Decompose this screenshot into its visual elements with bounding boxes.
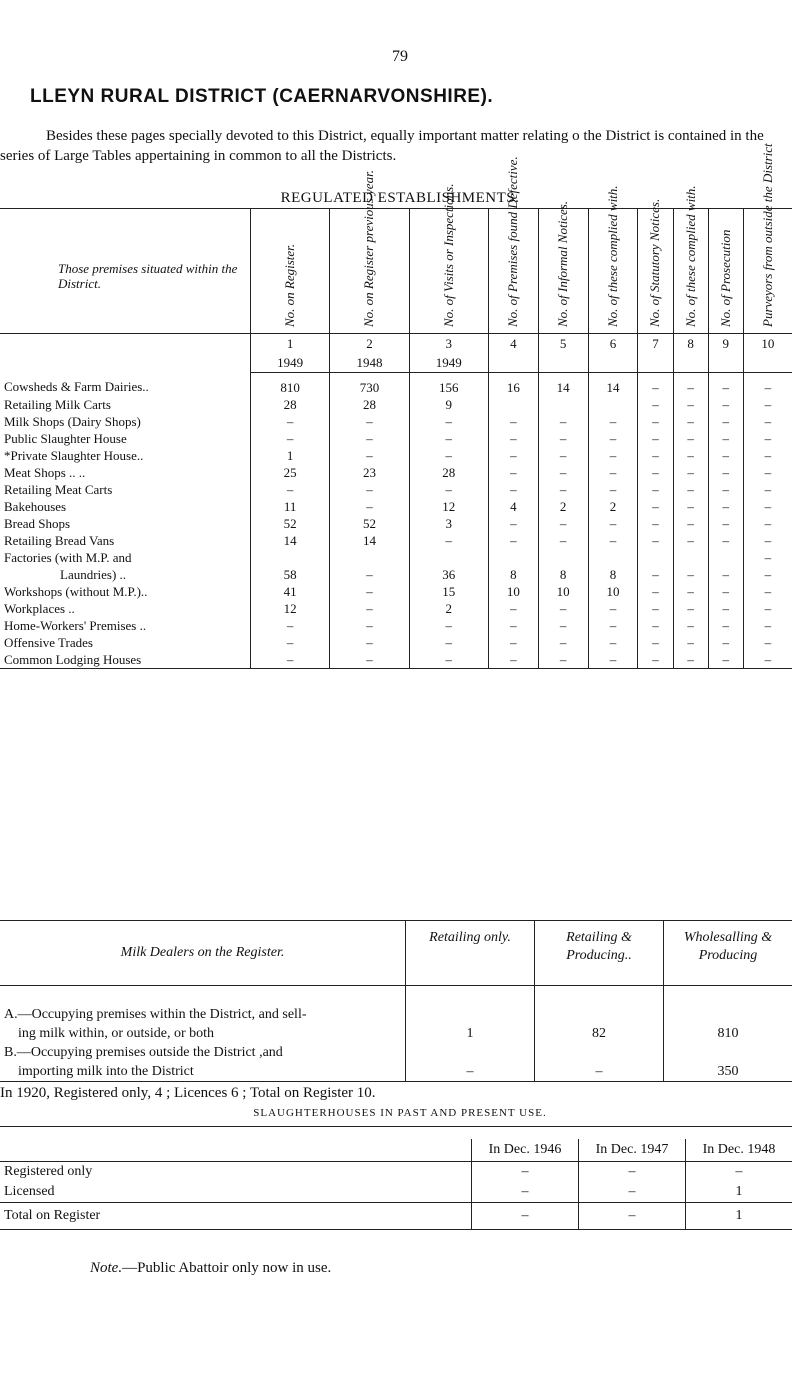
cell: – (743, 651, 792, 669)
row-label: Offensive Trades (4, 634, 93, 650)
cell: 14 (588, 373, 638, 397)
col-number: 7 (638, 334, 673, 355)
cell: – (538, 481, 588, 498)
cell: – (538, 600, 588, 617)
section-heading: REGULATED ESTABLISHMENTS. (280, 190, 520, 206)
row-label: Meat Shops .. .. (4, 464, 86, 480)
cell: 8 (588, 566, 638, 583)
cell: – (673, 532, 708, 549)
cell: – (330, 651, 409, 669)
cell: – (708, 583, 743, 600)
cell: – (638, 396, 673, 413)
cell: – (743, 430, 792, 447)
milk-dealers-table (0, 920, 792, 1082)
cell: – (251, 634, 330, 651)
cell: – (708, 515, 743, 532)
slaughter-total-cell: – (472, 1203, 579, 1230)
cell: – (708, 617, 743, 634)
cell: 10 (538, 583, 588, 600)
milk-row-b-line2: importing milk into the District (0, 1062, 406, 1082)
cell: – (708, 634, 743, 651)
cell: – (330, 600, 409, 617)
cell: – (251, 481, 330, 498)
cell: – (251, 413, 330, 430)
col-number: 9 (708, 334, 743, 355)
year-cell: 1949 (251, 354, 330, 373)
slaughterhouses-table (0, 1139, 792, 1230)
cell: – (538, 430, 588, 447)
cell (538, 549, 588, 566)
slaughter-cell: – (579, 1182, 686, 1203)
milk-cell: 1 (406, 1024, 535, 1043)
cell (488, 396, 538, 413)
cell: – (588, 634, 638, 651)
col-number: 4 (488, 334, 538, 355)
cell: 41 (251, 583, 330, 600)
cell: – (488, 651, 538, 669)
cell: – (251, 430, 330, 447)
footnote-label: Note. (90, 1260, 123, 1276)
cell: – (673, 464, 708, 481)
intro-text: Besides these pages specially devoted to this District, equally important matter relating o the District is contained in the series of Large Tables appertaining in common to all the Districts. (0, 128, 764, 164)
milk-row-a-line1: A.—Occupying premises within the District, and sell- (4, 1006, 307, 1022)
row-label: Bakehouses (4, 498, 67, 514)
year-cell: 1948 (330, 354, 409, 373)
slaughter-cell: – (472, 1162, 579, 1183)
cell (251, 549, 330, 566)
cell: – (538, 532, 588, 549)
cell (488, 549, 538, 566)
cell: – (638, 515, 673, 532)
slaughter-cell: – (579, 1162, 686, 1183)
divider (0, 1126, 792, 1127)
col-header-10: Purveyors from outside the District (743, 209, 792, 334)
cell: – (708, 464, 743, 481)
cell: – (673, 651, 708, 669)
cell (538, 396, 588, 413)
cell: – (538, 651, 588, 669)
cell: – (588, 651, 638, 669)
milk-cell: – (535, 1062, 664, 1082)
cell: – (588, 600, 638, 617)
slaughter-cell: – (686, 1162, 793, 1183)
slaughter-cell: 1 (686, 1182, 793, 1203)
cell: 25 (251, 464, 330, 481)
cell: – (743, 464, 792, 481)
cell: – (488, 515, 538, 532)
milk-cell: 350 (664, 1062, 793, 1082)
cell: – (409, 651, 488, 669)
cell: 730 (330, 373, 409, 397)
milk-col-header: Retailing & Producing.. (535, 921, 664, 986)
cell: 8 (538, 566, 588, 583)
cell: – (743, 498, 792, 515)
cell (409, 549, 488, 566)
footnote (90, 1260, 331, 1277)
row-label: Laundries) .. (60, 566, 127, 582)
cell: – (538, 447, 588, 464)
cell: – (673, 396, 708, 413)
cell: – (708, 532, 743, 549)
cell: – (673, 481, 708, 498)
cell: 12 (409, 498, 488, 515)
page-number: 79 (392, 48, 408, 65)
cell: – (638, 600, 673, 617)
col-number: 6 (588, 334, 638, 355)
row-label: Retailing Bread Vans (4, 532, 115, 548)
cell: – (330, 498, 409, 515)
cell: 810 (251, 373, 330, 397)
cell: 12 (251, 600, 330, 617)
year-cell: 1949 (409, 354, 488, 373)
cell: – (488, 634, 538, 651)
cell: – (743, 481, 792, 498)
cell: – (708, 498, 743, 515)
cell: – (588, 617, 638, 634)
cell: – (538, 464, 588, 481)
cell: – (588, 464, 638, 481)
slaughter-total-label: Total on Register (0, 1203, 472, 1230)
slaughter-total-cell: – (579, 1203, 686, 1230)
cell: – (708, 600, 743, 617)
cell: 8 (488, 566, 538, 583)
cell: – (588, 481, 638, 498)
cell: 36 (409, 566, 488, 583)
cell: 10 (588, 583, 638, 600)
row-label: *Private Slaughter House.. (4, 447, 144, 463)
cell: – (409, 413, 488, 430)
cell: 10 (488, 583, 538, 600)
row-label: Workshops (without M.P.).. (4, 583, 148, 599)
cell (588, 549, 638, 566)
cell: – (743, 634, 792, 651)
col-header-4: No. of Premises found Defective. (488, 209, 538, 334)
col-header-1: No. on Register. (251, 209, 330, 334)
row-label: Public Slaughter House (4, 430, 127, 446)
cell: – (638, 583, 673, 600)
cell: 14 (538, 373, 588, 397)
col-number: 5 (538, 334, 588, 355)
premises-header: Those premises situated within the District. (0, 209, 251, 334)
cell: – (638, 447, 673, 464)
cell: – (330, 481, 409, 498)
cell: – (673, 600, 708, 617)
cell: – (488, 413, 538, 430)
cell: – (409, 430, 488, 447)
col-header-8: No. of these complied with. (673, 209, 708, 334)
cell: – (488, 600, 538, 617)
cell: – (638, 651, 673, 669)
col-header-6: No. of these complied with. (588, 209, 638, 334)
page-title: LLEYN RURAL DISTRICT (CAERNARVONSHIRE). (30, 86, 494, 107)
intro-paragraph (0, 126, 790, 166)
cell: – (743, 396, 792, 413)
cell: – (330, 566, 409, 583)
col-header-5: No. of Informal Notices. (538, 209, 588, 334)
cell: – (673, 617, 708, 634)
cell: – (330, 413, 409, 430)
cell: – (538, 413, 588, 430)
slaughter-row-label: Licensed (0, 1182, 472, 1203)
cell: – (673, 566, 708, 583)
cell: – (743, 566, 792, 583)
cell: 58 (251, 566, 330, 583)
cell: 52 (330, 515, 409, 532)
cell: – (488, 447, 538, 464)
cell: 2 (409, 600, 488, 617)
cell: – (251, 651, 330, 669)
cell: – (743, 373, 792, 397)
cell: – (743, 515, 792, 532)
cell: – (638, 373, 673, 397)
cell: 16 (488, 373, 538, 397)
cell: – (708, 481, 743, 498)
cell: 9 (409, 396, 488, 413)
cell (708, 549, 743, 566)
cell: – (743, 617, 792, 634)
slaughter-col-header: In Dec. 1948 (686, 1139, 793, 1162)
cell (588, 396, 638, 413)
cell: – (638, 634, 673, 651)
cell: 28 (409, 464, 488, 481)
col-number: 3 (409, 334, 488, 355)
slaughterhouses-heading: SLAUGHTERHOUSES IN PAST AND PRESENT USE. (253, 1107, 547, 1119)
cell: – (488, 464, 538, 481)
cell: – (708, 447, 743, 464)
cell: 11 (251, 498, 330, 515)
cell: 2 (588, 498, 638, 515)
cell (673, 549, 708, 566)
cell: – (708, 430, 743, 447)
cell: – (538, 634, 588, 651)
row-label: Common Lodging Houses (0, 651, 251, 669)
cell: – (638, 464, 673, 481)
cell: – (708, 396, 743, 413)
cell: – (743, 600, 792, 617)
cell: – (638, 617, 673, 634)
milk-cell: 82 (535, 1024, 664, 1043)
cell: 2 (538, 498, 588, 515)
row-label: Retailing Meat Carts (4, 481, 113, 497)
cell: – (673, 373, 708, 397)
cell: – (330, 634, 409, 651)
cell: – (708, 413, 743, 430)
row-label: Milk Shops (Dairy Shops) (4, 413, 141, 429)
registration-note: In 1920, Registered only, 4 ; Licences 6 ; Total on Register 10. (0, 1085, 376, 1101)
cell: – (251, 617, 330, 634)
col-number: 8 (673, 334, 708, 355)
cell: 28 (251, 396, 330, 413)
cell: – (588, 447, 638, 464)
cell: – (538, 617, 588, 634)
row-label: Home-Workers' Premises .. (4, 617, 147, 633)
cell: – (409, 634, 488, 651)
cell (330, 549, 409, 566)
cell: – (330, 583, 409, 600)
milk-dealers-header: Milk Dealers on the Register. (0, 921, 406, 986)
cell: – (588, 430, 638, 447)
cell: – (708, 373, 743, 397)
cell: – (673, 447, 708, 464)
cell: – (330, 447, 409, 464)
cell: – (588, 515, 638, 532)
slaughter-cell: – (472, 1182, 579, 1203)
cell: – (743, 447, 792, 464)
cell: – (673, 498, 708, 515)
row-label: Cowsheds & Farm Dairies.. (4, 379, 149, 395)
milk-row-a-line2: ing milk within, or outside, or both (18, 1025, 214, 1041)
cell: 156 (409, 373, 488, 397)
col-number: 10 (743, 334, 792, 355)
cell: – (588, 413, 638, 430)
cell: – (673, 430, 708, 447)
row-label: Retailing Milk Carts (4, 396, 111, 412)
cell: – (743, 532, 792, 549)
cell: – (638, 566, 673, 583)
cell: – (708, 566, 743, 583)
cell: – (330, 617, 409, 634)
cell: – (673, 413, 708, 430)
cell: – (488, 481, 538, 498)
col-header-7: No. of Statutory Notices. (638, 209, 673, 334)
footnote-text: —Public Abattoir only now in use. (122, 1260, 332, 1276)
cell: – (708, 651, 743, 669)
cell: – (638, 532, 673, 549)
cell: – (488, 617, 538, 634)
cell: – (330, 430, 409, 447)
milk-row-b-line1: B.—Occupying premises outside the District ,and (4, 1044, 283, 1060)
cell: – (409, 617, 488, 634)
row-label: Bread Shops (4, 515, 71, 531)
row-label: Workplaces .. (4, 600, 75, 616)
col-header-3: No. of Visits or Inspections. (409, 209, 488, 334)
cell: – (638, 413, 673, 430)
milk-col-header: Retailing only. (406, 921, 535, 986)
milk-cell: 810 (664, 1024, 793, 1043)
cell: – (409, 481, 488, 498)
cell: – (743, 549, 792, 566)
cell: 14 (251, 532, 330, 549)
cell: 23 (330, 464, 409, 481)
cell: – (488, 532, 538, 549)
milk-col-header: Wholesalling & Producing (664, 921, 793, 986)
row-label: Factories (with M.P. and (4, 549, 132, 565)
cell (638, 549, 673, 566)
cell: – (409, 447, 488, 464)
col-header-2: No. on Register previous year. (330, 209, 409, 334)
cell: 28 (330, 396, 409, 413)
cell: – (538, 515, 588, 532)
cell: 14 (330, 532, 409, 549)
cell: – (673, 634, 708, 651)
cell: – (638, 498, 673, 515)
col-header-9: No. of Prosecution (708, 209, 743, 334)
cell: 1 (251, 447, 330, 464)
slaughter-total-cell: 1 (686, 1203, 793, 1230)
slaughter-col-header: In Dec. 1946 (472, 1139, 579, 1162)
cell: 15 (409, 583, 488, 600)
cell: – (409, 532, 488, 549)
cell: – (743, 583, 792, 600)
slaughter-col-header: In Dec. 1947 (579, 1139, 686, 1162)
milk-cell: – (406, 1062, 535, 1082)
cell: – (488, 430, 538, 447)
cell: – (743, 413, 792, 430)
cell: 52 (251, 515, 330, 532)
col-number: 1 (251, 334, 330, 355)
cell: – (638, 481, 673, 498)
cell: – (588, 532, 638, 549)
cell: – (673, 583, 708, 600)
cell: 3 (409, 515, 488, 532)
cell: – (673, 515, 708, 532)
cell: 4 (488, 498, 538, 515)
slaughter-row-label: Registered only (4, 1164, 93, 1179)
cell: – (638, 430, 673, 447)
col-number: 2 (330, 334, 409, 355)
